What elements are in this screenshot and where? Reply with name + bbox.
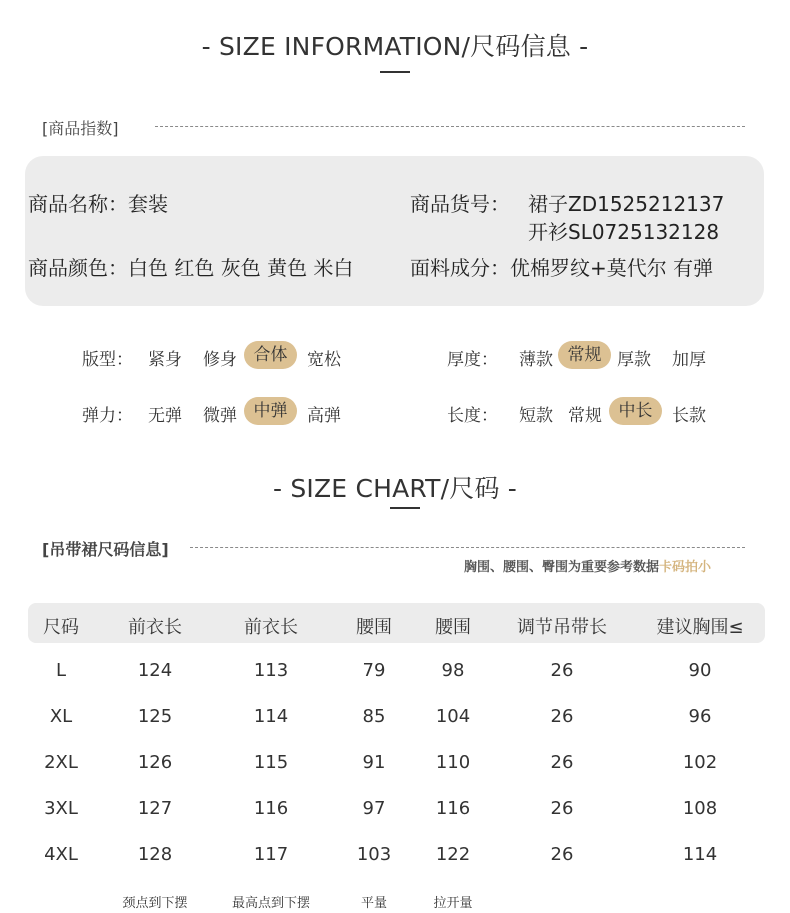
thickness-label: 厚度： (447, 350, 498, 370)
table-cell: 26 (550, 798, 574, 819)
length-option: 长款 (672, 406, 706, 426)
table-cell: 114 (253, 706, 289, 727)
table-cell: 125 (137, 706, 173, 727)
column-header: 建议胸围≤ (656, 617, 744, 638)
product-name: 商品名称：套装 (28, 192, 168, 216)
table-cell: 128 (137, 844, 173, 865)
thickness-option: 加厚 (672, 350, 706, 370)
table-cell: 4XL (44, 844, 78, 865)
product-index-label: [商品指数] (42, 119, 119, 138)
table-cell: 26 (550, 844, 574, 865)
size-chart-title: - SIZE CHART/尺码 - (272, 474, 518, 503)
sku-skirt: 裙子ZD1525212137 (528, 192, 725, 216)
elasticity-option: 微弹 (203, 406, 237, 426)
column-footnote: 拉开量 (433, 896, 473, 911)
thickness-option-selected: 常规 (558, 341, 611, 369)
table-cell: 115 (253, 752, 289, 773)
table-cell: 116 (435, 798, 471, 819)
table-cell: 97 (362, 798, 386, 819)
table-cell: 124 (137, 660, 173, 681)
dashed-divider (190, 547, 745, 548)
table-cell: 96 (688, 706, 712, 727)
table-cell: 26 (550, 660, 574, 681)
product-colors: 商品颜色：白色 红色 灰色 黄色 米白 (28, 256, 354, 280)
title-underline (390, 507, 420, 509)
table-cell: L (55, 660, 67, 681)
table-cell: 127 (137, 798, 173, 819)
dashed-divider (155, 126, 745, 127)
fit-option: 宽松 (307, 350, 341, 370)
table-cell: 104 (435, 706, 471, 727)
size-information-title: - SIZE INFORMATION/尺码信息 - (201, 32, 589, 61)
title-underline (380, 71, 410, 73)
column-footnote: 颈点到下摆 (122, 896, 188, 911)
column-header: 腰围 (356, 617, 392, 638)
column-header: 前衣长 (244, 617, 298, 638)
column-footnote: 最高点到下摆 (231, 896, 310, 911)
table-cell: 113 (253, 660, 289, 681)
table-cell: 3XL (44, 798, 78, 819)
fit-option-selected: 合体 (244, 341, 297, 369)
fabric-composition: 面料成分：优棉罗纹+莫代尔 有弹 (410, 256, 714, 280)
table-cell: 90 (688, 660, 712, 681)
length-label: 长度： (447, 406, 498, 426)
table-cell: 91 (362, 752, 386, 773)
table-cell: 108 (682, 798, 718, 819)
size-note-text: 胸围、腰围、臀围为重要参考数据 (464, 560, 660, 575)
sku-label: 商品货号： (410, 192, 510, 216)
elasticity-option: 高弹 (307, 406, 341, 426)
table-cell: 79 (362, 660, 386, 681)
elasticity-option-selected: 中弹 (244, 397, 297, 425)
length-option-selected: 中长 (609, 397, 662, 425)
table-cell: 117 (253, 844, 289, 865)
sku-cardigan: 开衫SL0725132128 (528, 220, 720, 244)
table-cell: 114 (682, 844, 718, 865)
fit-option: 修身 (203, 350, 237, 370)
table-cell: 26 (550, 752, 574, 773)
size-note-accent: 卡码拍小 (659, 560, 712, 575)
length-option: 短款 (519, 406, 553, 426)
column-footnote: 平量 (360, 896, 387, 911)
table-cell: XL (49, 706, 73, 727)
fit-label: 版型： (82, 350, 133, 370)
table-cell: 122 (435, 844, 471, 865)
length-option: 常规 (568, 406, 602, 426)
fit-option: 紧身 (148, 350, 182, 370)
size-chart-label: [吊带裙尺码信息] (42, 540, 169, 559)
table-cell: 26 (550, 706, 574, 727)
size-note (464, 556, 711, 575)
table-cell: 98 (441, 660, 465, 681)
elasticity-label: 弹力： (82, 406, 133, 426)
column-header: 调节吊带长 (517, 617, 607, 638)
thickness-option: 厚款 (617, 350, 651, 370)
column-header: 前衣长 (128, 617, 182, 638)
table-cell: 103 (356, 844, 392, 865)
elasticity-option: 无弹 (148, 406, 182, 426)
table-cell: 126 (137, 752, 173, 773)
table-cell: 116 (253, 798, 289, 819)
column-header: 尺码 (43, 617, 79, 638)
table-cell: 2XL (44, 752, 78, 773)
table-cell: 85 (362, 706, 386, 727)
thickness-option: 薄款 (519, 350, 553, 370)
table-cell: 102 (682, 752, 718, 773)
table-cell: 110 (435, 752, 471, 773)
column-header: 腰围 (435, 617, 471, 638)
